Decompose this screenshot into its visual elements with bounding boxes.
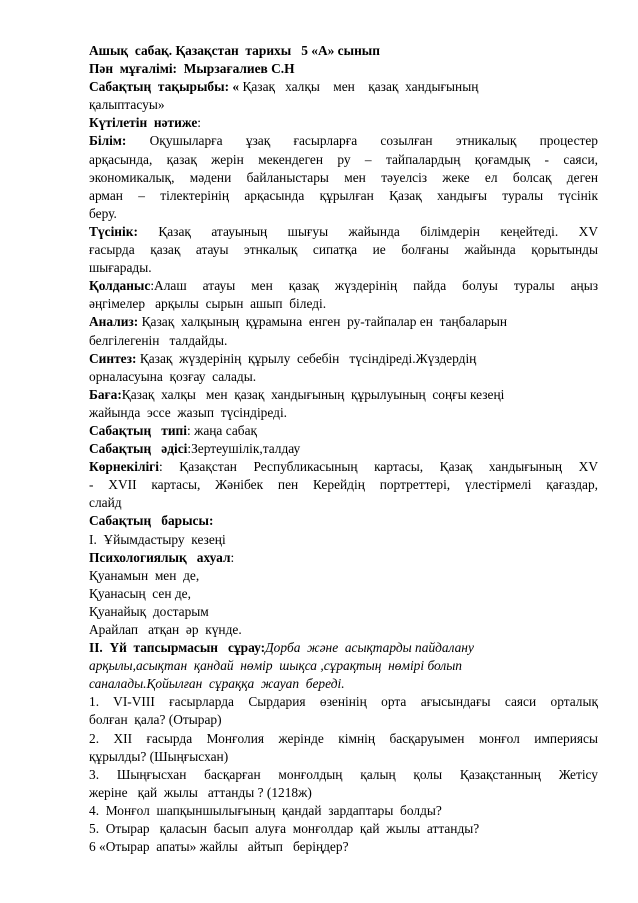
verse-line: Қуанасың сен де, [89, 585, 191, 601]
question-3-cont: жеріне қай жылы аттанды ? (1218ж) [89, 784, 312, 800]
analysis-line-1: Анализ: Қазақ халқының құрамына енген ру-тайпалар ен таңбаларын [89, 314, 508, 330]
lesson-title: Ашық сабақ. Қазақстан тарихы 5 «А» сынып [89, 43, 380, 58]
application-label: Қолданыс [89, 278, 151, 294]
question-3: 3. Шыңғысхан басқарған монғолдың қалың қолы Қазақстанның Жетісу [89, 766, 598, 782]
stage-2-line-2: арқылы,асықтан қандай нөмір шықса ,сұрақтың нөмірі болып [89, 658, 462, 674]
expected-result-heading: Күтілетін нәтиже: [89, 115, 202, 131]
knowledge-line-1: Білім: Оқушыларға ұзақ ғасырларға созылған этникалық процестер [89, 133, 599, 149]
understanding-line-1: Түсінік: Қазақ атауының шығуы жайында білімдерін кеңейтеді. XV [89, 223, 598, 239]
knowledge-line-5: беру. [89, 205, 117, 221]
understanding-label: Түсінік: [89, 223, 159, 239]
question-5: 5. Отырар қаласын басып алуға монғолдар қай жылы аттанды? [89, 821, 480, 837]
synthesis-line-2: орналасуына қозғау салады. [89, 368, 257, 384]
evaluation-line-1: Баға:Қазақ халқы мен қазақ хандығының құрылуының соңғы кезеңі [89, 386, 505, 402]
visual-aids-line-1: Көрнекілігі: Қазақстан Республикасының картасы, Қазақ хандығының XV [89, 459, 598, 475]
teacher-line: Пән мұғалімі: Мырзағалиев С.Н [89, 61, 295, 77]
lesson-type: Сабақтың типі: жаңа сабақ [89, 422, 258, 438]
psychological-mood-heading: Психологиялық ахуал: [89, 549, 235, 565]
understanding-line-2: ғасырда қазақ атауы этнкалық сипатқа ие болғаны жайында қорытынды [89, 242, 598, 258]
verse-line: Қуанайық достарым [89, 603, 209, 619]
lesson-progress-heading: Сабақтың барысы: [89, 513, 214, 529]
question-1: 1. VI-VIII ғасырларда Сырдария өзенінің орта ағысындағы саяси орталық [89, 694, 598, 710]
stage-1: І. Ұйымдастыру кезеңі [89, 531, 226, 547]
knowledge-line-2: арқасында, қазақ жерін мекендеген ру – тайпалардың қоғамдық - саяси, [89, 151, 598, 167]
question-2: 2. ХІІ ғасырда Монғолия жерінде кімнің басқаруымен монғол империясы [89, 730, 598, 746]
lesson-method: Сабақтың әдісі:Зертеушілік,талдау [89, 441, 301, 457]
topic-line [89, 78, 598, 96]
verse-line: Арайлап атқан әр күнде. [89, 622, 242, 637]
evaluation-label: Баға: [89, 386, 122, 402]
knowledge-line-3: экономикалық, мәдени байланыстары мен тәуелсіз жеке ел болсақ деген [89, 169, 598, 185]
stage-2-line-3: саналады.Қойылған сұраққа жауап береді. [89, 676, 345, 692]
analysis-label: Анализ: [89, 314, 142, 330]
understanding-line-3: шығарады. [89, 260, 152, 276]
topic-label: Сабақтың тақырыбы: « [89, 79, 243, 95]
knowledge-label: Білім: [89, 133, 150, 149]
verse-line: Қуанамын мен де, [89, 567, 200, 583]
stage-2-label: ІІ. Үй тапсырмасын сұрау: [89, 640, 266, 656]
stage-2-line-1: ІІ. Үй тапсырмасын сұрау:Дорба және асықтарды пайдалану [89, 640, 474, 656]
topic-text: Қазақ халқы мен қазақ хандығының [242, 79, 479, 95]
question-2-cont: құрылды? (Шыңғысхан) [89, 748, 229, 764]
evaluation-line-2: жайында эссе жазып түсіндіреді. [89, 404, 288, 420]
topic-line-2: қалыптасуы» [89, 97, 165, 113]
application-line-1: Қолданыс:Алаш атауы мен қазақ жүздерінің пайда болуы туралы аңыз [89, 278, 598, 294]
visual-aids-line-3: слайд [89, 495, 122, 511]
application-line-2: әңгімелер арқылы сырын ашып біледі. [89, 296, 327, 312]
visual-aids-line-2: - XVII картасы, Жәнібек пен Керейдің портреттері, үлестірмелі қағаздар, [89, 477, 598, 493]
question-4: 4. Монғол шапқыншылығының қандай зардаптары болды? [89, 802, 442, 818]
knowledge-line-4: арман – тілектерінің арқасында құрылған Қазақ хандығы туралы түсінік [89, 187, 598, 203]
synthesis-label: Синтез: [89, 350, 140, 366]
question-6: 6 «Отырар апаты» жайлы айтып беріңдер? [89, 839, 349, 855]
visual-aids-label: Көрнекілігі [89, 459, 159, 475]
analysis-line-2: белгілегенін талдайды. [89, 332, 228, 348]
synthesis-line-1: Синтез: Қазақ жүздерінің құрылу себебін түсіндіреді.Жүздердің [89, 350, 477, 366]
question-1-cont: болған қала? (Отырар) [89, 712, 222, 728]
